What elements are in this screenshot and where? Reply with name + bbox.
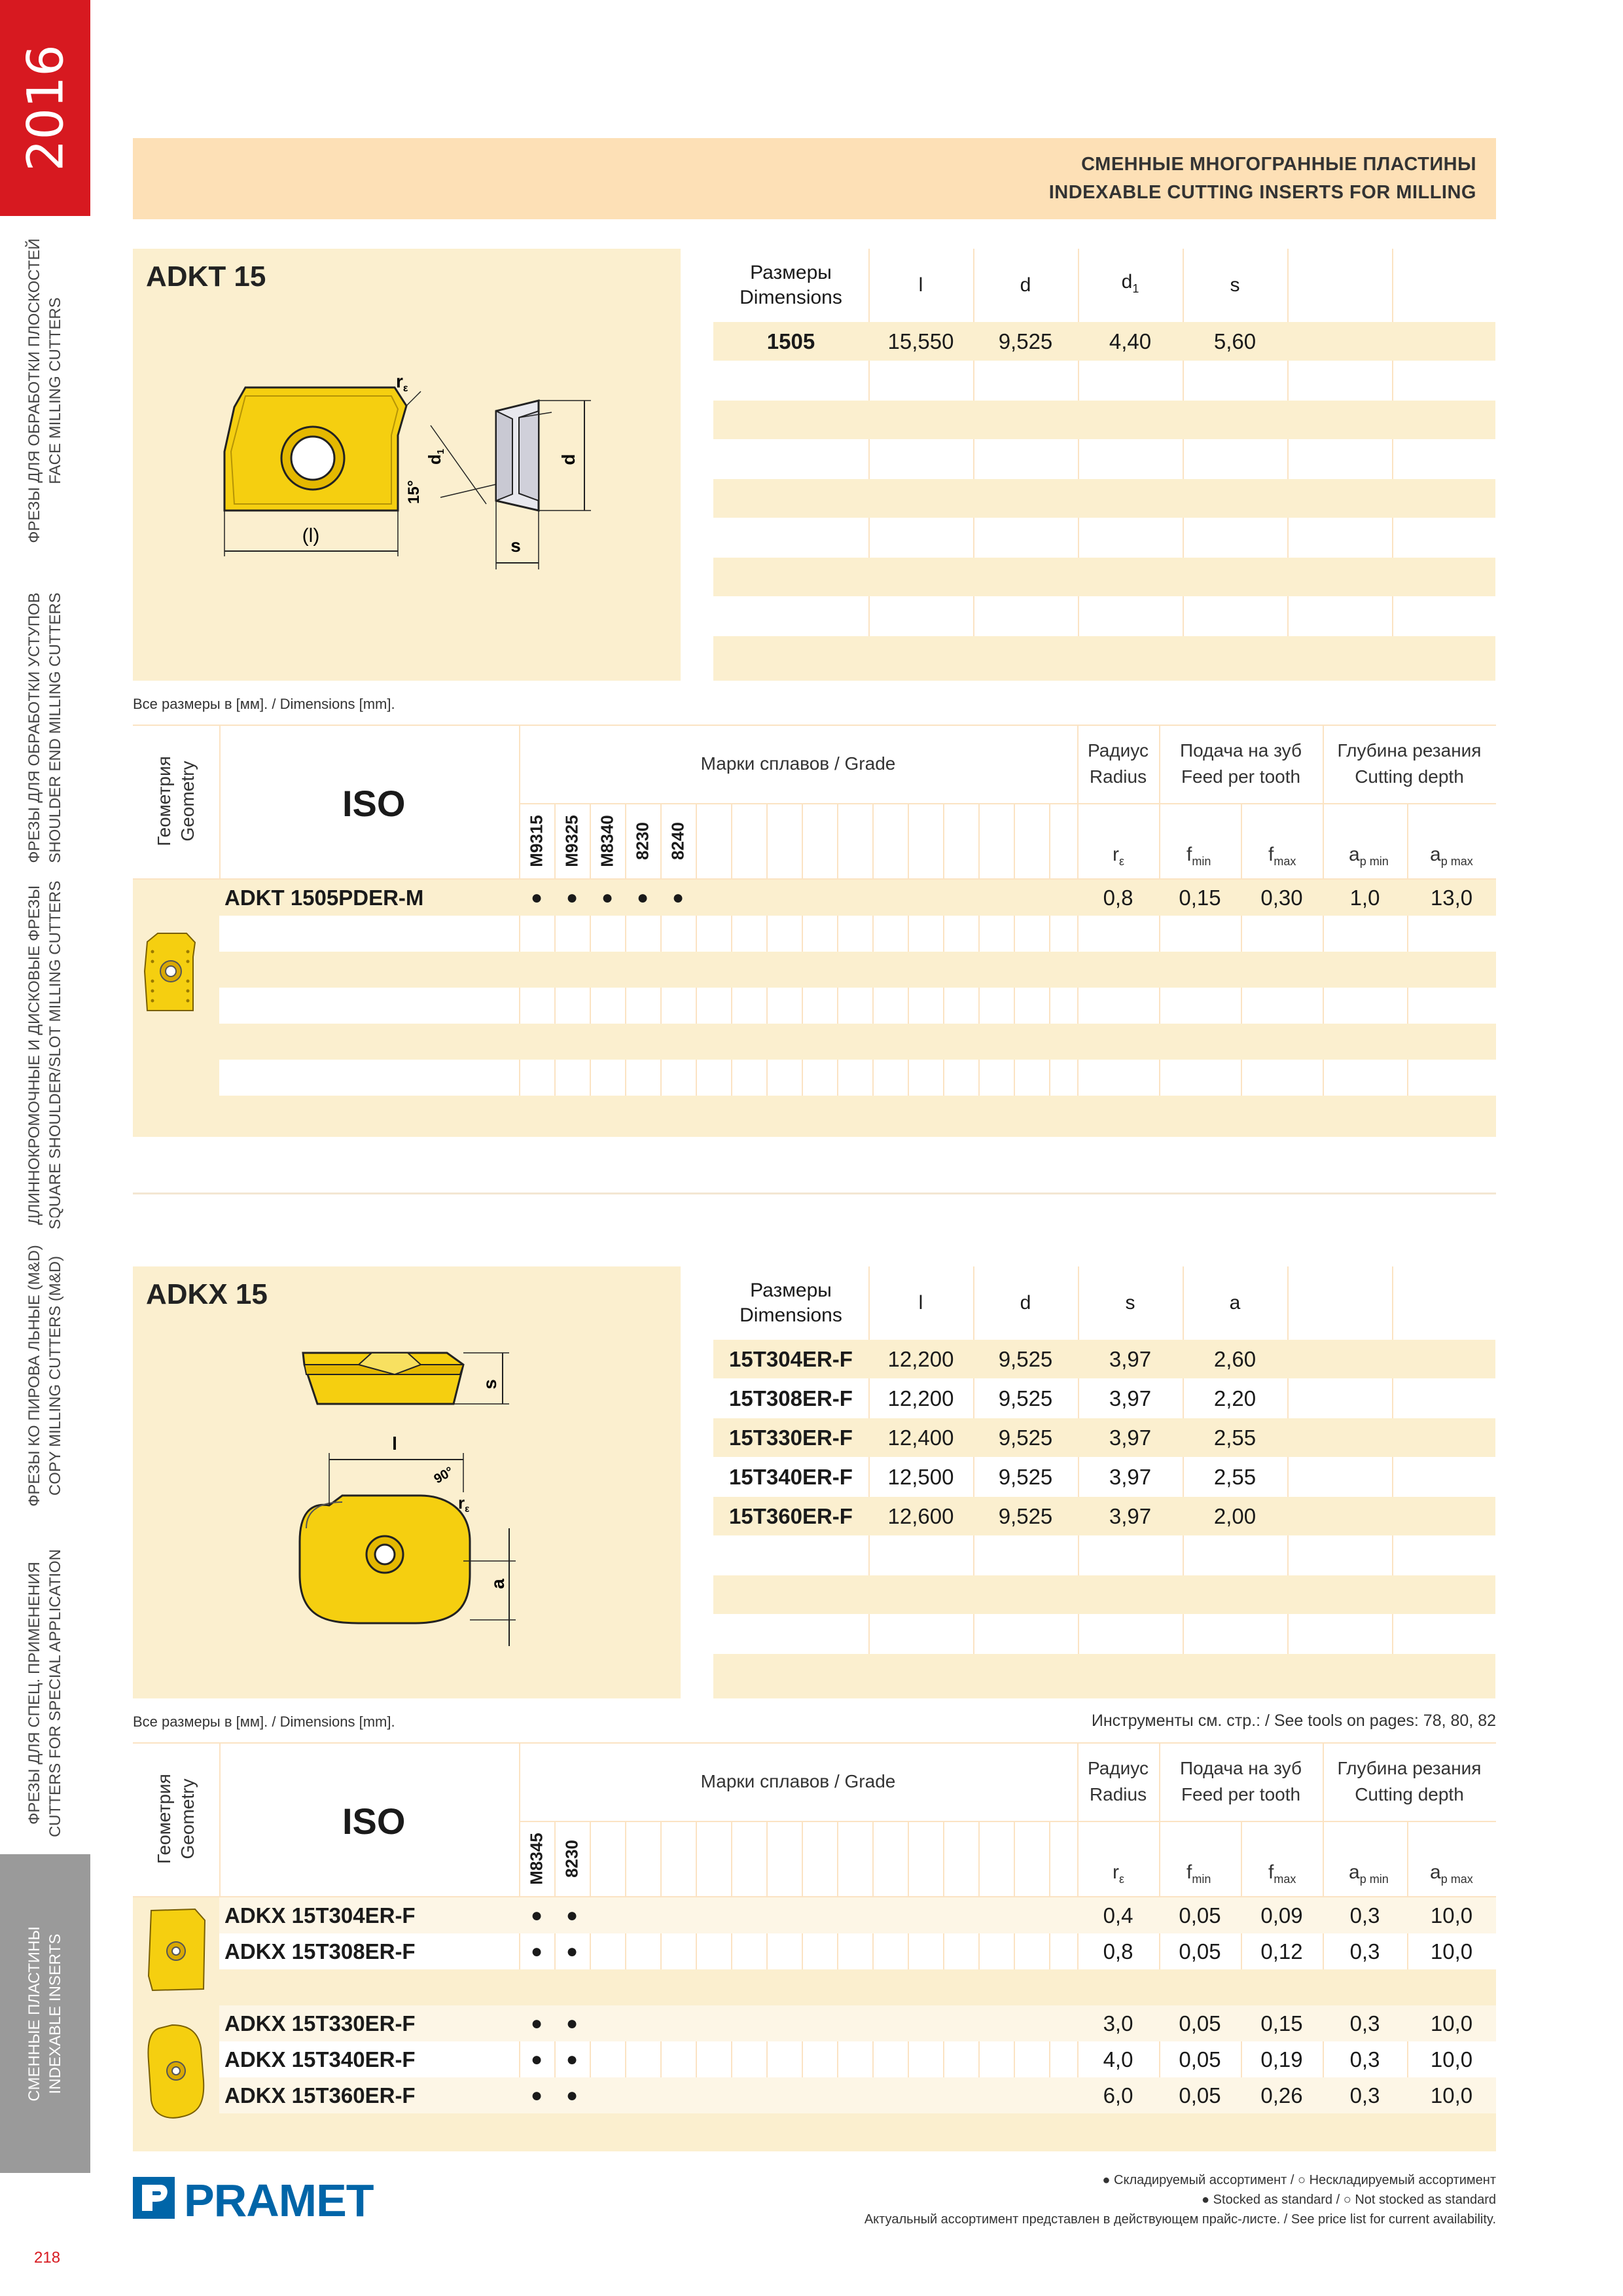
header-ru: СМЕННЫЕ МНОГОГРАННЫЕ ПЛАСТИНЫ (1081, 154, 1476, 175)
brand-name: PRAMET (184, 2175, 374, 2224)
adkt-grade-table (133, 725, 1496, 1137)
adkx-label-s: s (480, 1379, 500, 1390)
adkt-dimensions-table (713, 249, 1495, 681)
page-number: 218 (34, 2249, 61, 2267)
adkx-units-note: Все размеры в [мм]. / Dimensions [mm]. (133, 1713, 395, 1730)
table-row: ADKX 15T304ER-F ● ● 0,4 0,05 0,09 0,3 10,0 (133, 1897, 1496, 1933)
nav-label-en: COPY MILLING CUTTERS (M&D) (46, 1255, 64, 1496)
grade-col-header: M8340 (597, 815, 617, 867)
header-en: INDEXABLE CUTTING INSERTS FOR MILLING (1048, 182, 1476, 203)
adkt-drawing-panel (133, 249, 681, 681)
sym-fmin: $f_{min}$ (1186, 844, 1211, 868)
sym-fmax: $f_{max}$ (1268, 844, 1296, 868)
adkx-dims-col-d: d (1020, 1292, 1031, 1314)
sym-apmax: $a_{p max}$ (1430, 1861, 1473, 1886)
adkx-label-a: a (488, 1579, 508, 1589)
nav-label-ru: ФРЕЗЫ КО ПИРОВА ЛЬНЫЕ (M&D) (26, 1244, 43, 1507)
empty-row (713, 401, 1495, 439)
adkx-dims-header-label: Размеры Dimensions (740, 1280, 842, 1326)
adkx-dims-col-l: l (918, 1292, 923, 1314)
nav-label-ru: ФРЕЗЫ ДЛЯ ОБРАБОТКИ ПЛОСКОСТЕЙ (26, 238, 43, 543)
adkt-geometry-cell (133, 880, 219, 1137)
adkt-label-angle: 15° (405, 480, 423, 504)
nav-label-ru: ФРЕЗЫ ДЛЯ СПЕЦ. ПРИМЕНЕНИЯ (26, 1561, 43, 1825)
grade-col-header: 8240 (668, 822, 688, 860)
iso-label: ISO (342, 1801, 406, 1842)
grade-col-header: M9325 (562, 815, 582, 867)
adkt-label-re: $r_\varepsilon$ (396, 371, 408, 394)
grades-label: Марки сплавов / Grade (700, 753, 896, 774)
adkx-title: ADKX 15 (146, 1278, 268, 1310)
adkt-label-d: d (558, 454, 579, 465)
empty-row (713, 1654, 1495, 1698)
nav-label-ru: СМЕННЫЕ ПЛАСТИНЫ (26, 1926, 43, 2102)
nav-face-milling[interactable] (0, 216, 90, 563)
adkx-insert-drawing (133, 1266, 681, 1698)
adkt-dims-header-label: Размеры Dimensions (740, 262, 842, 308)
grades-label: Марки сплавов / Grade (700, 1771, 896, 1791)
grade-col-header: 8230 (562, 1840, 582, 1878)
adkt-units-note: Все размеры в [мм]. / Dimensions [mm]. (133, 696, 395, 712)
sym-apmin: $a_{p min}$ (1349, 844, 1389, 868)
year-label: 2016 (16, 45, 75, 171)
adkt-dims-col-s: s (1230, 274, 1240, 296)
adkt-geometry-icon (133, 880, 219, 1137)
sym-re: $r_\varepsilon$ (1113, 1861, 1125, 1886)
table-row: 15T360ER-F 12,600 9,525 3,97 2,00 (713, 1497, 1495, 1535)
empty-row (133, 952, 1496, 988)
adkx-geometry-icons (133, 1897, 219, 2151)
feed-label: Подача на зуб Feed per tooth (1179, 740, 1302, 787)
adkt-label-d1: d1 (425, 448, 446, 465)
geometry-label: Геометрия Geometry (154, 756, 198, 846)
iso-label: ISO (342, 783, 406, 824)
nav-label-en: FACE MILLING CUTTERS (46, 296, 64, 484)
nav-indexable-inserts[interactable] (0, 1852, 90, 2173)
year-tab (0, 0, 90, 216)
nav-label-en: CUTTERS FOR SPECIAL APPLICATION (46, 1549, 64, 1837)
nav-label-en: SHOULDER END MILLING CUTTERS (46, 592, 64, 863)
empty-row (713, 636, 1495, 681)
pramet-logo (133, 2172, 395, 2224)
adkx-label-l: l (392, 1433, 397, 1454)
table-row: ADKX 15T340ER-F ● ● 4,0 0,05 0,19 0,3 10,0 (224, 2047, 1473, 2072)
table-row: 15T304ER-F 12,200 9,525 3,97 2,60 (713, 1340, 1495, 1378)
adkx-label-re: rε (458, 1493, 470, 1515)
table-row: 15T308ER-F 12,200 9,525 3,97 2,20 (729, 1386, 1257, 1410)
geometry-label: Геометрия Geometry (154, 1774, 198, 1864)
availability-note: Актуальный ассортимент представлен в действующем прайс-листе. / See price list for current availability. (864, 2212, 1496, 2227)
nav-shoulder-end[interactable] (0, 563, 90, 890)
feed-label: Подача на зуб Feed per tooth (1179, 1758, 1302, 1804)
section-header (133, 138, 1496, 219)
nav-label-en: INDEXABLE INSERTS (46, 1933, 64, 2094)
adkt-dims-col-d1: $d_1$ (1121, 271, 1139, 295)
depth-label: Глубина резания Cutting depth (1337, 740, 1482, 787)
table-row: ADKT 1505PDER-M ● ● ● ● ● 0,8 0,15 0,30 1,0 13,0 (133, 880, 1496, 916)
adkt-insert-drawing (133, 249, 681, 681)
empty-row (133, 1969, 1496, 2005)
empty-row (713, 558, 1495, 596)
adkx-drawing-panel (133, 1266, 681, 1698)
nav-special-application[interactable] (0, 1532, 90, 1852)
adkx-dims-col-s: s (1125, 1292, 1135, 1314)
grade-col-header: M9315 (526, 815, 546, 867)
table-row: 15T330ER-F 12,400 9,525 3,97 2,55 (713, 1418, 1495, 1457)
table-row: ADKX 15T360ER-F ● ● 6,0 0,05 0,26 0,3 10,0 (133, 2077, 1496, 2113)
section-divider (133, 1193, 1496, 1194)
empty-row (713, 479, 1495, 518)
adkt-title: ADKT 15 (146, 260, 266, 293)
empty-row (713, 1575, 1495, 1614)
depth-label: Глубина резания Cutting depth (1337, 1758, 1482, 1804)
grade-col-header: 8230 (632, 822, 652, 860)
sym-re: $r_\varepsilon$ (1113, 844, 1125, 868)
table-row: ADKX 15T308ER-F ● ● 0,8 0,05 0,12 0,3 10,0 (224, 1939, 1473, 1964)
table-row: 1505 15,550 9,525 4,40 5,60 (713, 322, 1495, 361)
legend-ru: ● Складируемый ассортимент / ○ Нескладируемый ассортимент (1102, 2173, 1496, 2187)
empty-row (133, 1024, 1496, 1060)
table-row: ADKX 15T330ER-F ● ● 3,0 0,05 0,15 0,3 10,0 (133, 2005, 1496, 2041)
sym-fmin: $f_{min}$ (1186, 1861, 1211, 1886)
empty-row (133, 2113, 1496, 2151)
adkx-label-angle: 90° (431, 1464, 456, 1487)
empty-row (133, 1096, 1496, 1137)
radius-label: Радиус Radius (1088, 1758, 1149, 1804)
adkx-geometry-cell (133, 1897, 219, 2151)
sym-fmax: $f_{max}$ (1268, 1861, 1296, 1886)
nav-square-shoulder[interactable] (0, 880, 90, 1229)
adkx-dimensions-table (713, 1266, 1495, 1698)
grade-col-header: M8345 (526, 1833, 546, 1885)
adkt-label-s: s (510, 535, 521, 556)
nav-label-en: SQUARE SHOULDER/SLOT MILLING CUTTERS (46, 880, 64, 1229)
sym-apmin: $a_{p min}$ (1349, 1861, 1389, 1886)
radius-label: Радиус Radius (1088, 740, 1149, 787)
sym-apmax: $a_{p max}$ (1430, 844, 1473, 868)
adkx-grade-table (133, 1742, 1496, 2151)
legend-en: ● Stocked as standard / ○ Not stocked as standard (1202, 2193, 1496, 2207)
adkt-label-l: (l) (302, 525, 320, 547)
nav-copy-milling[interactable] (0, 1217, 90, 1532)
adkx-dims-col-a: a (1229, 1292, 1241, 1314)
adkx-tools-note: Инструменты см. стр.: / See tools on pages: 78, 80, 82 (1091, 1712, 1496, 1730)
nav-label-ru: ДЛИННОКРОМОЧНЫЕ И ДИСКОВЫЕ ФРЕЗЫ (26, 885, 43, 1225)
adkt-dims-col-l: l (918, 274, 923, 296)
adkt-dims-col-d: d (1020, 274, 1031, 296)
table-row: 15T340ER-F 12,500 9,525 3,97 2,55 (729, 1464, 1257, 1489)
nav-label-ru: ФРЕЗЫ ДЛЯ ОБРАБОТКИ УСТУПОВ (26, 592, 43, 863)
